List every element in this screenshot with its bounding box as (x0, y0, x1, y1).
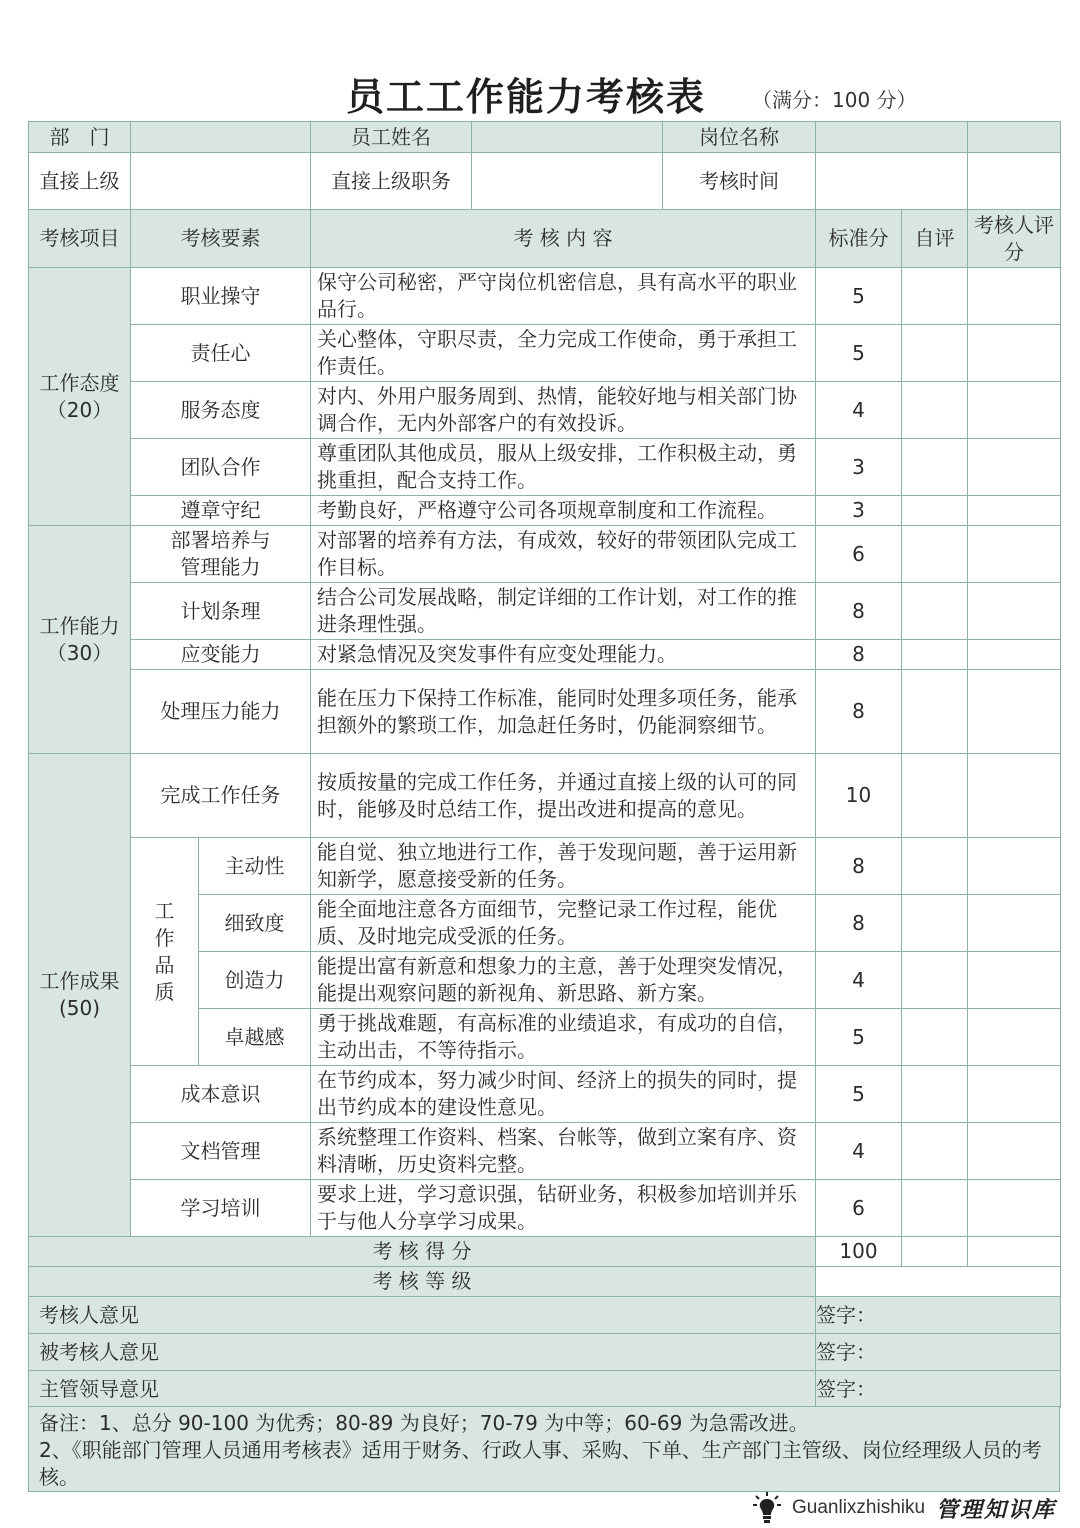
reviewer-total-field[interactable] (968, 1237, 1061, 1267)
table-row (29, 526, 1061, 583)
reviewer-score-field[interactable] (968, 382, 1061, 439)
group-results: 工作成果 (50) (29, 754, 131, 1237)
self-score-field[interactable] (902, 268, 968, 325)
element-cell: 应变能力 (131, 640, 311, 670)
score-cell: 5 (816, 325, 902, 382)
column-header-row (29, 210, 1061, 268)
reviewer-score-field[interactable] (968, 895, 1061, 952)
content-cell: 能在压力下保持工作标准，能同时处理多项任务，能承担额外的繁琐工作，加急赶任务时，仍能洞察细节。 (311, 670, 816, 754)
dept-label: 部 门 (29, 122, 131, 153)
reviewer-score-field[interactable] (968, 1009, 1061, 1066)
time-field[interactable] (968, 153, 1061, 210)
reviewer-score-field[interactable] (968, 838, 1061, 895)
brand-name-cn: 管理知识库 (936, 1497, 1057, 1523)
content-cell: 保守公司秘密，严守岗位机密信息，具有高水平的职业品行。 (311, 268, 816, 325)
self-score-field[interactable] (902, 838, 968, 895)
content-cell: 能全面地注意各方面细节，完整记录工作过程，能优质、及时地完成受派的任务。 (311, 895, 816, 952)
total-value: 100 (816, 1237, 902, 1267)
self-score-field[interactable] (902, 640, 968, 670)
position-label-extra (816, 122, 968, 153)
score-cell: 10 (816, 754, 902, 838)
remark-line-1: 备注：1、总分 90-100 为优秀；80-89 为良好；70-79 为中等；60-69 为急需改进。 (39, 1411, 809, 1435)
element-cell: 成本意识 (131, 1066, 311, 1123)
self-score-field[interactable] (902, 583, 968, 640)
content-cell: 对内、外用户服务周到、热情，能较好地与相关部门协调合作，无内外部客户的有效投诉。 (311, 382, 816, 439)
reviewer-score-field[interactable] (968, 1123, 1061, 1180)
lightbulb-icon (752, 1491, 782, 1525)
table-row (29, 583, 1061, 640)
sign-label[interactable]: 签字： (816, 1297, 1061, 1334)
table-row (29, 439, 1061, 496)
element-cell: 细致度 (199, 895, 311, 952)
score-cell: 8 (816, 640, 902, 670)
opinion-label: 考核人意见 (29, 1297, 816, 1334)
content-cell: 尊重团队其他成员，服从上级安排，工作积极主动，勇挑重担，配合支持工作。 (311, 439, 816, 496)
col-element: 考核要素 (131, 210, 311, 268)
score-cell: 8 (816, 583, 902, 640)
position-label: 岗位名称 (699, 125, 779, 149)
name-cell (311, 122, 816, 153)
grade-field[interactable] (816, 1267, 1061, 1297)
self-score-field[interactable] (902, 526, 968, 583)
grade-label: 考 核 等 级 (29, 1267, 816, 1297)
score-cell: 3 (816, 496, 902, 526)
remarks (28, 1406, 1060, 1492)
element-cell: 学习培训 (131, 1180, 311, 1237)
table-row (29, 754, 1061, 838)
group-attitude: 工作态度 （20） (29, 268, 131, 526)
reviewer-score-field[interactable] (968, 325, 1061, 382)
table-row (29, 640, 1061, 670)
score-cell: 8 (816, 895, 902, 952)
element-cell: 遵章守纪 (131, 496, 311, 526)
table-row (29, 1066, 1061, 1123)
score-cell: 3 (816, 439, 902, 496)
score-cell: 5 (816, 1066, 902, 1123)
reviewer-score-field[interactable] (968, 754, 1061, 838)
table-row (29, 325, 1061, 382)
content-cell: 能自觉、独立地进行工作，善于发现问题，善于运用新知新学，愿意接受新的任务。 (311, 838, 816, 895)
element-cell: 完成工作任务 (131, 754, 311, 838)
superior-title-label: 直接上级职务 (311, 153, 472, 209)
self-score-field[interactable] (902, 496, 968, 526)
table-row (29, 382, 1061, 439)
grade-row (29, 1267, 1061, 1297)
page-header (0, 66, 1080, 122)
time-label: 考核时间 (699, 169, 779, 193)
content-cell: 按质按量的完成工作任务，并通过直接上级的认可的同时，能够及时总结工作，提出改进和提高的意见。 (311, 754, 816, 838)
col-item: 考核项目 (29, 210, 131, 268)
brand-name-en: Guanlixzhishiku (792, 1497, 926, 1518)
reviewer-score-field[interactable] (968, 952, 1061, 1009)
self-score-field[interactable] (902, 952, 968, 1009)
self-score-field[interactable] (902, 1123, 968, 1180)
self-score-field[interactable] (902, 325, 968, 382)
superior-field[interactable] (131, 153, 311, 210)
reviewer-score-field[interactable] (968, 1180, 1061, 1237)
appraisal-table (28, 121, 1061, 1408)
element-cell: 处理压力能力 (131, 670, 311, 754)
score-cell: 5 (816, 1009, 902, 1066)
score-cell: 8 (816, 838, 902, 895)
brand-logo (752, 1489, 1072, 1525)
element-cell: 创造力 (199, 952, 311, 1009)
table-row (29, 670, 1061, 754)
opinion-row (29, 1297, 1061, 1334)
full-score-note: （满分：100 分） (752, 88, 917, 112)
content-cell: 能提出富有新意和想象力的主意，善于处理突发情况，能提出观察问题的新视角、新思路、新方案。 (311, 952, 816, 1009)
col-reviewer: 考核人评分 (968, 210, 1061, 268)
superior-label: 直接上级 (29, 153, 131, 210)
remark-line-2: 2、《职能部门管理人员通用考核表》适用于财务、行政人事、采购、下单、生产部门主管级、岗位经理级人员的考核。 (39, 1438, 1042, 1489)
content-cell: 对紧急情况及突发事件有应变处理能力。 (311, 640, 816, 670)
content-cell: 要求上进，学习意识强，钻研业务，积极参加培训并乐于与他人分享学习成果。 (311, 1180, 816, 1237)
reviewer-score-field[interactable] (968, 640, 1061, 670)
content-cell: 系统整理工作资料、档案、台帐等，做到立案有序、资料清晰，历史资料完整。 (311, 1123, 816, 1180)
name-field[interactable] (472, 122, 663, 152)
content-cell: 关心整体，守职尽责，全力完成工作使命，勇于承担工作责任。 (311, 325, 816, 382)
element-cell: 卓越感 (199, 1009, 311, 1066)
superior-title-cell (311, 153, 816, 210)
page-title: 员工工作能力考核表 (346, 75, 707, 119)
score-cell: 5 (816, 268, 902, 325)
element-cell: 主动性 (199, 838, 311, 895)
col-content: 考 核 内 容 (311, 210, 816, 268)
element-cell: 计划条理 (131, 583, 311, 640)
col-self: 自评 (902, 210, 968, 268)
col-standard: 标准分 (816, 210, 902, 268)
element-cell: 责任心 (131, 325, 311, 382)
quality-label-text: 工作品质 (154, 898, 175, 1004)
table-row (29, 838, 1061, 895)
info-row-2 (29, 153, 1061, 210)
total-label: 考 核 得 分 (29, 1237, 816, 1267)
sign-label[interactable]: 签字： (816, 1334, 1061, 1371)
self-score-field[interactable] (902, 754, 968, 838)
quality-label (131, 838, 199, 1066)
self-score-field[interactable] (902, 1180, 968, 1237)
self-total-field[interactable] (902, 1237, 968, 1267)
group-ability: 工作能力 （30） (29, 526, 131, 754)
opinion-label: 主管领导意见 (29, 1371, 816, 1408)
total-row (29, 1237, 1061, 1267)
reviewer-score-field[interactable] (968, 439, 1061, 496)
self-score-field[interactable] (902, 1066, 968, 1123)
element-cell: 团队合作 (131, 439, 311, 496)
content-cell: 对部署的培养有方法，有成效，较好的带领团队完成工作目标。 (311, 526, 816, 583)
time-label-extra (816, 153, 968, 210)
reviewer-score-field[interactable] (968, 268, 1061, 325)
position-field[interactable] (968, 122, 1061, 153)
element-cell: 职业操守 (131, 268, 311, 325)
self-score-field[interactable] (902, 670, 968, 754)
content-cell: 考勤良好，严格遵守公司各项规章制度和工作流程。 (311, 496, 816, 526)
self-score-field[interactable] (902, 382, 968, 439)
table-row (29, 496, 1061, 526)
content-cell: 在节约成本，努力减少时间、经济上的损失的同时，提出节约成本的建设性意见。 (311, 1066, 816, 1123)
element-cell: 部署培养与管理能力 (131, 526, 311, 583)
table-row (29, 1123, 1061, 1180)
reviewer-score-field[interactable] (968, 1066, 1061, 1123)
info-row-1 (29, 122, 1061, 153)
self-score-field[interactable] (902, 895, 968, 952)
self-score-field[interactable] (902, 439, 968, 496)
dept-field[interactable] (131, 122, 311, 153)
reviewer-score-field[interactable] (968, 496, 1061, 526)
score-cell: 6 (816, 526, 902, 583)
score-cell: 6 (816, 1180, 902, 1237)
element-cell: 服务态度 (131, 382, 311, 439)
element-cell: 文档管理 (131, 1123, 311, 1180)
content-cell: 勇于挑战难题，有高标准的业绩追求，有成功的自信，主动出击，不等待指示。 (311, 1009, 816, 1066)
score-cell: 4 (816, 382, 902, 439)
reviewer-score-field[interactable] (968, 670, 1061, 754)
score-cell: 4 (816, 952, 902, 1009)
opinion-label: 被考核人意见 (29, 1334, 816, 1371)
name-label: 员工姓名 (311, 122, 472, 152)
superior-title-field[interactable] (472, 153, 663, 209)
score-cell: 8 (816, 670, 902, 754)
score-cell: 4 (816, 1123, 902, 1180)
sign-label[interactable]: 签字： (816, 1371, 1061, 1408)
content-cell: 结合公司发展战略，制定详细的工作计划，对工作的推进条理性强。 (311, 583, 816, 640)
reviewer-score-field[interactable] (968, 583, 1061, 640)
table-row (29, 268, 1061, 325)
reviewer-score-field[interactable] (968, 526, 1061, 583)
opinion-row (29, 1371, 1061, 1408)
table-row (29, 1180, 1061, 1237)
opinion-row (29, 1334, 1061, 1371)
self-score-field[interactable] (902, 1009, 968, 1066)
